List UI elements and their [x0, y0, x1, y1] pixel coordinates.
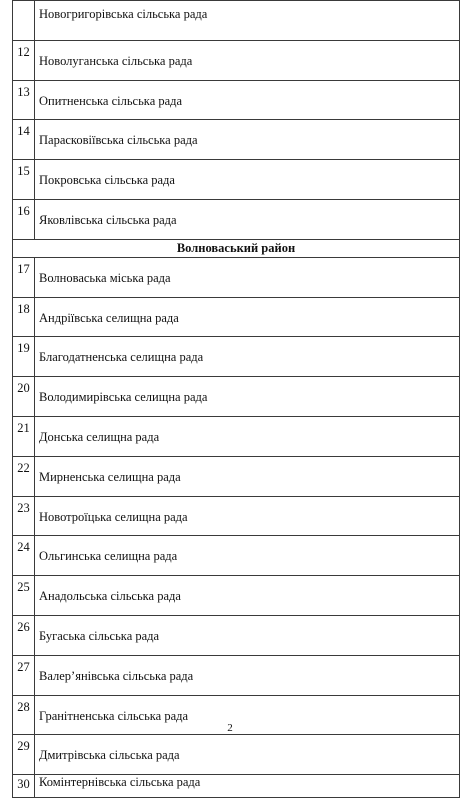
row-number: 15: [13, 160, 35, 200]
table-row: [13, 257, 460, 297]
council-name-cell: [35, 655, 460, 695]
council-name: Новогригорівська сільська рада: [39, 7, 208, 21]
council-name: Новотроїцька селищна рада: [39, 509, 188, 524]
council-name-cell: [35, 615, 460, 655]
table-row: [13, 337, 460, 377]
council-name: Андріївська селищна рада: [39, 310, 179, 325]
council-name: Комінтернівська сільська рада: [39, 775, 201, 790]
council-name-cell: [35, 536, 460, 576]
row-number: 22: [13, 456, 35, 496]
council-name-cell: [35, 576, 460, 616]
council-name: Бугаська сільська рада: [39, 628, 160, 643]
page-number: 2: [227, 722, 233, 734]
table-row: [13, 576, 460, 616]
table-row: [13, 80, 460, 120]
row-number: 23: [13, 496, 35, 536]
table-row: [13, 199, 460, 239]
council-name: Ольгинська селищна рада: [39, 549, 178, 564]
row-number: 25: [13, 576, 35, 616]
table-row: [13, 416, 460, 456]
council-name: Мирненська селищна рада: [39, 469, 181, 484]
table-row: [13, 297, 460, 337]
council-name-cell: [35, 40, 460, 80]
table-row: [13, 120, 460, 160]
council-name: Анадольська сільська рада: [39, 589, 181, 604]
council-name: Парасковіївська сільська рада: [39, 133, 198, 148]
row-number: 17: [13, 257, 35, 297]
row-number: 20: [13, 377, 35, 417]
table-row: [13, 1, 460, 41]
table-row: [13, 655, 460, 695]
council-name: Опитненська сільська рада: [39, 93, 183, 108]
council-name-cell: [35, 496, 460, 536]
table-row: [13, 775, 460, 798]
row-number: 19: [13, 337, 35, 377]
council-name-cell: [35, 297, 460, 337]
council-name-cell: [35, 337, 460, 377]
council-name: Яковлівська сільська рада: [39, 212, 177, 227]
council-name: Покровська сільська рада: [39, 173, 175, 188]
table-row: [13, 615, 460, 655]
council-name: Дмитрівська сільська рада: [39, 748, 180, 763]
council-name-cell: [35, 377, 460, 417]
row-number: 14: [13, 120, 35, 160]
council-name: Валер’янівська сільська рада: [39, 668, 194, 683]
row-number: 21: [13, 416, 35, 456]
council-name-cell: [35, 80, 460, 120]
row-number: 13: [13, 80, 35, 120]
council-name-cell: [35, 199, 460, 239]
row-number: 16: [13, 199, 35, 239]
council-name-cell: [35, 735, 460, 775]
council-name-cell: [35, 257, 460, 297]
section-title: Волноваський район: [13, 239, 460, 257]
row-number: 12: [13, 40, 35, 80]
council-name: Новолуганська сільська рада: [39, 53, 193, 68]
section-row: [13, 239, 460, 257]
row-number: 28: [13, 695, 35, 735]
council-name-cell: [35, 416, 460, 456]
row-number: 26: [13, 615, 35, 655]
councils-table: [12, 0, 460, 798]
row-number: 30: [13, 775, 35, 798]
row-number: 27: [13, 655, 35, 695]
council-name-cell: [35, 1, 460, 41]
table-row: [13, 160, 460, 200]
council-name: Волноваська міська рада: [39, 270, 171, 285]
council-name-cell: [35, 120, 460, 160]
council-name: Володимирівська селищна рада: [39, 390, 208, 405]
council-name-cell: [35, 456, 460, 496]
row-number: 18: [13, 297, 35, 337]
row-number: [13, 1, 35, 41]
row-number: 24: [13, 536, 35, 576]
council-name-cell: [35, 160, 460, 200]
council-name: Благодатненська селищна рада: [39, 350, 204, 365]
table-row: [13, 496, 460, 536]
table-row: [13, 735, 460, 775]
table-row: [13, 40, 460, 80]
table-row: [13, 377, 460, 417]
table-row: [13, 536, 460, 576]
council-name-cell: [35, 775, 460, 798]
council-name: Донська селищна рада: [39, 429, 160, 444]
council-name: Гранітненська сільська рада: [39, 708, 189, 723]
table-row: [13, 456, 460, 496]
row-number: 29: [13, 735, 35, 775]
